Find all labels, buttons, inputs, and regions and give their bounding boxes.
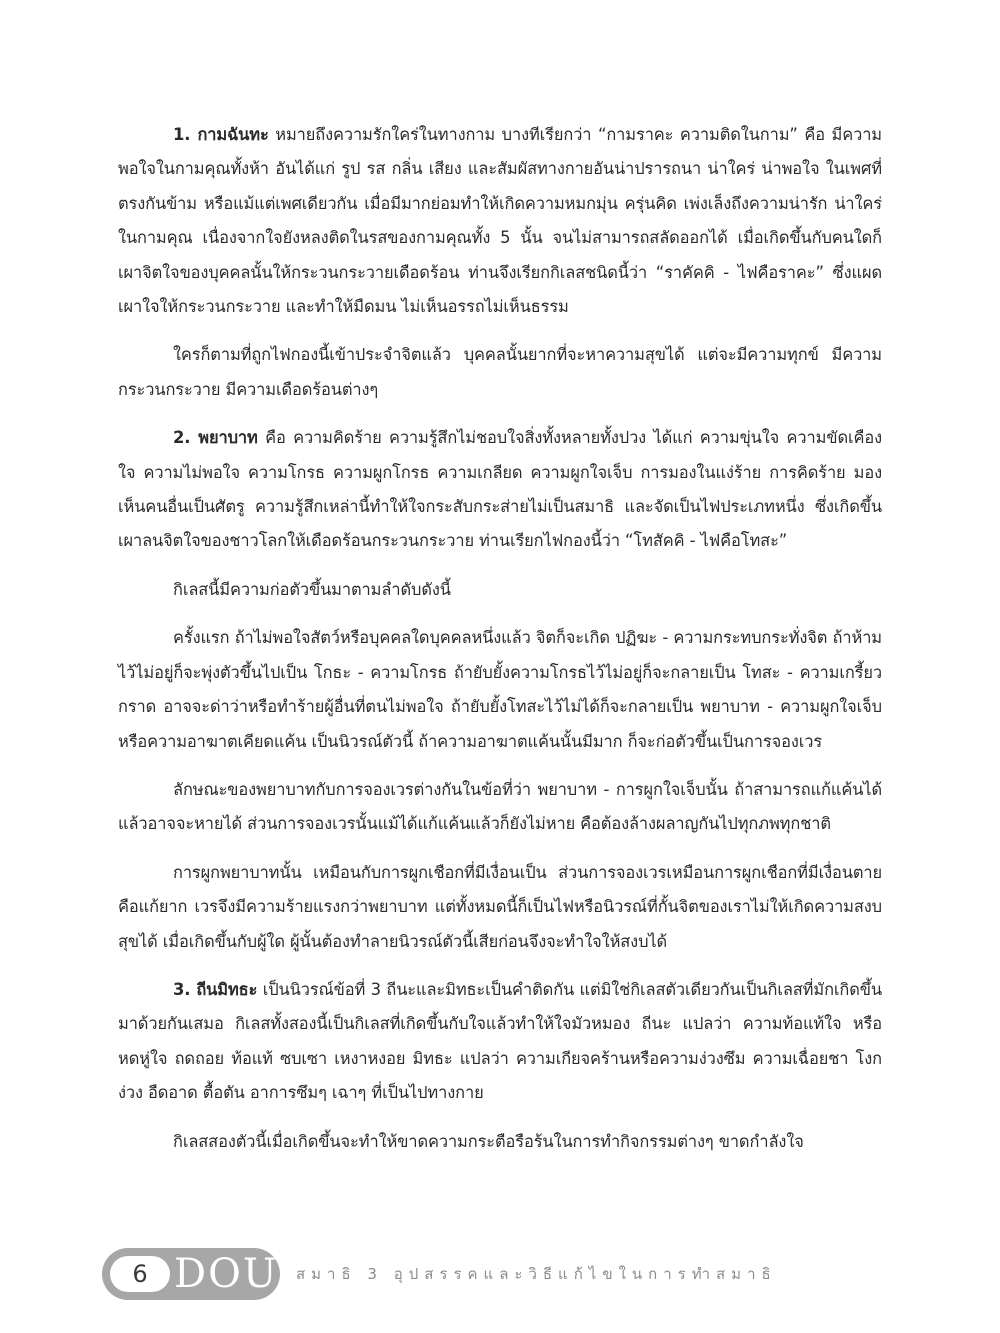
paragraph-text: เป็นนิวรณ์ข้อที่ 3 ถีนะและมิทธะเป็นคำติดกัน แต่มิใช่กิเลสตัวเดียวกันเป็นกิเลสที่มักเกิดขึ้นมาด้วยกันเสมอ กิเลสทั้งสองนี้เป็นกิเลสที่เกิดขึ้นกับใจแล้วทำให้ใจมัวหมอง ถีนะ แปลว่า ความท้อแท้ใจ หรือหดหู่ใจ ถดถอย ท้อแท้ ซบเซา เหงาหงอย มิทธะ แปลว่า ความเกียจคร้านหรือความง่วงซึม ความเฉื่อยชา โงกง่วง อืดอาด ตื้อตัน อาการซึมๆ เฉาๆ ที่เป็นไปทางกาย [118,979,882,1103]
heading-byapada: 2. พยาบาท [173,428,258,448]
dou-logo: DOU [174,1251,279,1297]
paragraph-sequence [118,621,882,759]
paragraph-text: คือ ความคิดร้าย ความรู้สึกไม่ชอบใจสิ่งทั้งหลายทั้งปวง ได้แก่ ความขุ่นใจ ความขัดเคืองใจ ความไม่พอใจ ความโกรธ ความผูกโกรธ ความเกลียด ความผูกใจเจ็บ การมองในแง่ร้าย การคิดร้าย มองเห็นคนอื่นเป็นศัตรู ความรู้สึกเหล่านี้ทำให้ใจกระสับกระส่ายไม่เป็นสมาธิ และจัดเป็นไฟประเภทหนึ่ง ซึ่งเกิดขึ้นเผาลนจิตใจของชาวโลกให้เดือดร้อนกระวนกระวาย ท่านเรียกไฟกองนี้ว่า “โทสัคคิ - ไฟคือโทสะ” [118,428,882,551]
paragraph-byapada [118,421,882,559]
paragraph-text: หมายถึงความรักใคร่ในทางกาม บางทีเรียกว่า “กามราคะ ความติดในกาม” คือ มีความพอใจในกามคุณทั้งห้า อันได้แก่ รูป รส กลิ่น เสียง และสัมผัสทางกายอันน่าปรารถนา น่าใคร่ น่าพอใจ ในเพศที่ตรงกันข้าม หรือแม้แต่เพศเดียวกัน เมื่อมีมากย่อมทำให้เกิดความหมกมุ่น ครุ่นคิด เพ่งเล็งถึงความน่ารัก น่าใคร่ในกามคุณ เนื่องจากใจยังหลงติดในรสของกามคุณทั้ง 5 นั้น จนไม่สามารถสลัดออกได้ เมื่อเกิดขึ้นกับคนใดก็เผาจิตใจของบุคคลนั้นให้กระวนกระวายเดือดร้อน ท่านจึงเรียกกิเลสชนิดนี้ว่า “ราคัคคิ - ไฟคือราคะ” ซึ่งแผดเผาใจให้กระวนกระวาย และทำให้มืดมน ไม่เห็นอรรถไม่เห็นธรรม [118,125,882,317]
book-title: สมาธิ 3 อุปสรรคและวิธีแก้ไขในการทำสมาธิ [296,1265,777,1283]
paragraph-text: ลักษณะของพยาบาทกับการจองเวรต่างกันในข้อที่ว่า พยาบาท - การผูกใจเจ็บนั้น ถ้าสามารถแก้แค้นได้แล้วอาจจะหายได้ ส่วนการจองเวรนั้นแม้ได้แก้แค้นแล้วก็ยังไม่หาย คือต้องล้างผลาญกันไปทุกภพทุกชาติ [118,779,882,834]
paragraph-difference [118,773,882,842]
paragraph-text: ครั้งแรก ถ้าไม่พอใจสัตว์หรือบุคคลใดบุคคลหนึ่งแล้ว จิตก็จะเกิด ปฏิฆะ - ความกระทบกระทั่งจิต ถ้าห้ามไว้ไม่อยู่ก็จะพุ่งตัวขึ้นไปเป็น โกธะ - ความโกรธ ถ้ายับยั้งความโกรธไว้ไม่อยู่ก็จะกลายเป็น โทสะ - ความเกรี้ยวกราด อาจจะด่าว่าหรือทำร้ายผู้อื่นที่ตนไม่พอใจ ถ้ายับยั้งโทสะไว้ไม่ได้ก็จะกลายเป็น พยาบาท - ความผูกใจเจ็บ หรือความอาฆาตเคียดแค้น เป็นนิวรณ์ตัวนี้ ถ้าความอาฆาตแค้นนั้นมีมาก ก็จะก่อตัวขึ้นเป็นการจองเวร [118,628,882,751]
page-footer [102,1248,902,1300]
paragraph-thinamiddha [118,973,882,1111]
page-number: 6 [110,1256,170,1292]
heading-thinamiddha: 3. ถีนมิทธะ [173,979,258,999]
paragraph-text: ใครก็ตามที่ถูกไฟกองนี้เข้าประจำจิตแล้ว บุคคลนั้นยากที่จะหาความสุขได้ แต่จะมีความทุกข์ มีความกระวนกระวาย มีความเดือดร้อนต่างๆ [118,345,882,399]
paragraph-text: กิเลสสองตัวนี้เมื่อเกิดขึ้นจะทำให้ขาดความกระตือรือร้นในการทำกิจกรรมต่างๆ ขาดกำลังใจ [173,1131,804,1151]
paragraph-sequence-intro [118,573,882,607]
paragraph-text: การผูกพยาบาทนั้น เหมือนกับการผูกเชือกที่มีเงื่อนเป็น ส่วนการจองเวรเหมือนการผูกเชือกที่มีเงื่อนตาย คือแก้ยาก เวรจึงมีความร้ายแรงกว่าพยาบาท แต่ทั้งหมดนี้ก็เป็นไฟหรือนิวรณ์ที่กั้นจิตของเราไม่ให้เกิดความสงบสุขได้ เมื่อเกิดขึ้นกับผู้ใด ผู้นั้นต้องทำลายนิวรณ์ตัวนี้เสียก่อนจึงจะทำใจให้สงบได้ [118,862,882,951]
paragraph-knot-analogy [118,856,882,959]
paragraph-text: กิเลสนี้มีความก่อตัวขึ้นมาตามลำดับดังนี้ [173,579,451,599]
heading-kamachanda: 1. กามฉันทะ [173,125,269,144]
page-body [118,118,882,1173]
paragraph-kamachanda [118,118,882,324]
paragraph-fire-of-lust [118,338,882,407]
paragraph-effects [118,1125,882,1159]
page-badge [102,1248,280,1300]
